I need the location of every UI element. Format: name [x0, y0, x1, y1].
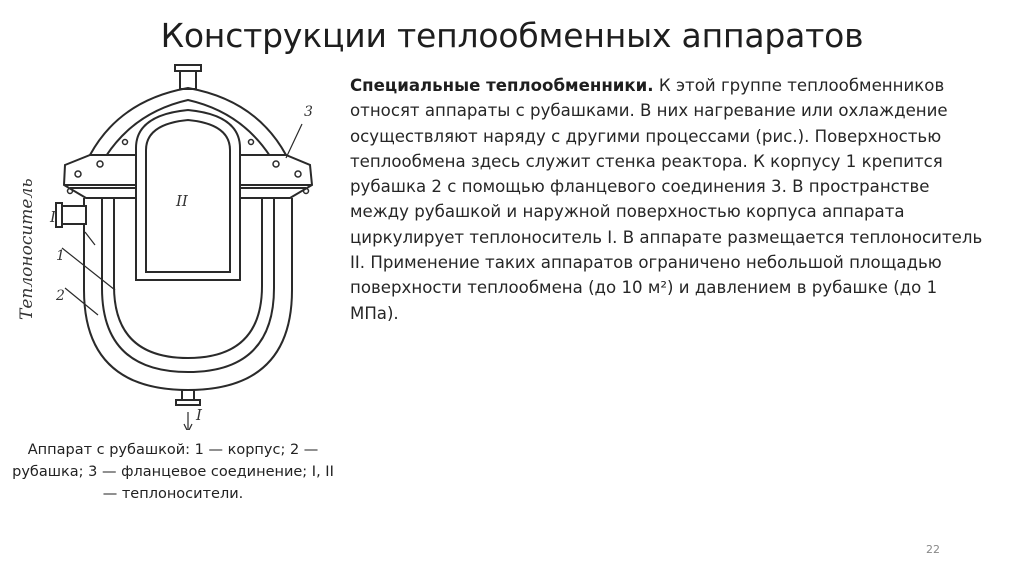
label-1: 1	[56, 248, 65, 264]
label-II: II	[176, 192, 188, 210]
apparatus-drawing	[10, 60, 340, 430]
page-number: 22	[926, 543, 940, 556]
figure-caption: Аппарат с рубашкой: 1 — корпус; 2 — рубашка; 3 — фланцевое соединение; I, II — теплоносители.	[12, 442, 334, 502]
body-paragraph	[350, 73, 986, 326]
paragraph-lead: Специальные теплообменники.	[350, 76, 654, 95]
label-2: 2	[56, 288, 65, 304]
paragraph-rest: К этой группе теплообменников относят аппараты с рубашками. В них нагревание или охлаждение осуществляют наряду с другими процессами (рис.). Поверхностью теплообмена здесь служит стенка реактора. К корпусу 1 крепится рубашка 2 с помощью фланцевого соединения 3. В пространстве между рубашкой и наружной поверхностью корпуса аппарата циркулирует теплоноситель I. В аппарате размещается теплоноситель II. Применение таких аппаратов ограничено небольшой площадью поверхности теплообмена (до 10 м²) и давлением в рубашке (до 1 МПа).	[350, 76, 983, 323]
heat-carrier-vertical-label: Теплоноситель	[17, 178, 37, 320]
label-I-inlet: I	[50, 208, 56, 226]
label-I-outlet: I	[196, 406, 202, 424]
label-3: 3	[304, 104, 313, 120]
apparatus-figure	[10, 60, 340, 430]
slide-title: Конструкции теплообменных аппаратов	[160, 16, 864, 55]
